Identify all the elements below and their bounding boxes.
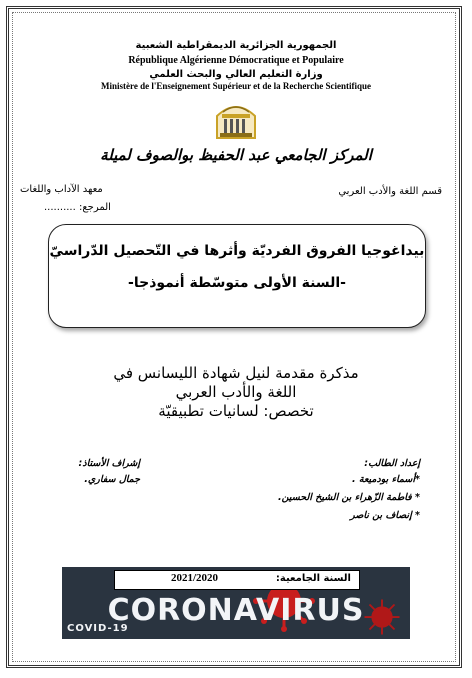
- department-name: قسم اللغة والأدب العربي: [338, 186, 442, 197]
- students-label: إعداد الطالب:: [364, 458, 420, 469]
- banner-title: CORONAVIRUS: [107, 593, 365, 628]
- reference-number: المرجع: ..........: [44, 202, 111, 213]
- ministry-arabic: وزارة التعليم العالي والبحث العلمي: [149, 69, 323, 80]
- thesis-subtitle: -السنة الأولى متوسّطة أنموذجا-: [128, 275, 346, 291]
- university-name: المركز الجامعي عبد الحفيظ بوالصوف لميلة: [100, 146, 372, 164]
- memo-field-line: اللغة والأدب العربي: [175, 383, 297, 401]
- memo-specialty-line: تخصص: لسانيات تطبيقيّة: [158, 402, 314, 420]
- thesis-title: بيداغوجيا الفروق الفرديّة وأثرها في التّحصيل الدّراسيّ: [49, 243, 425, 259]
- student-name: *أسماء بودميعة .: [351, 474, 420, 485]
- institute-name: معهد الآداب واللغات: [20, 184, 103, 195]
- thesis-title-box: [48, 224, 426, 328]
- student-name: * فاطمة الزّهراء بن الشيخ الحسين.: [278, 492, 420, 503]
- university-building-icon: [213, 94, 259, 140]
- supervisor-label: إشراف الأستاذ:: [78, 458, 140, 469]
- academic-year-value: 2021/2020: [171, 572, 219, 584]
- memo-degree-line: مذكرة مقدمة لنيل شهادة الليسانس في: [113, 364, 359, 382]
- republic-arabic: الجمهورية الجزائرية الديمقراطية الشعبية: [135, 40, 337, 51]
- banner-subtitle: COVID-19: [67, 623, 129, 634]
- supervisor-name: جمال سفاري.: [84, 474, 140, 485]
- ministry-french: Ministère de l'Enseignement Supérieur et de la Recherche Scientifique: [101, 81, 371, 91]
- academic-year-label: السنة الجامعية:: [275, 573, 351, 584]
- republic-french: République Algérienne Démocratique et Populaire: [128, 55, 344, 66]
- academic-year-box: [114, 570, 360, 590]
- student-name: * إنصاف بن ناصر: [350, 510, 420, 521]
